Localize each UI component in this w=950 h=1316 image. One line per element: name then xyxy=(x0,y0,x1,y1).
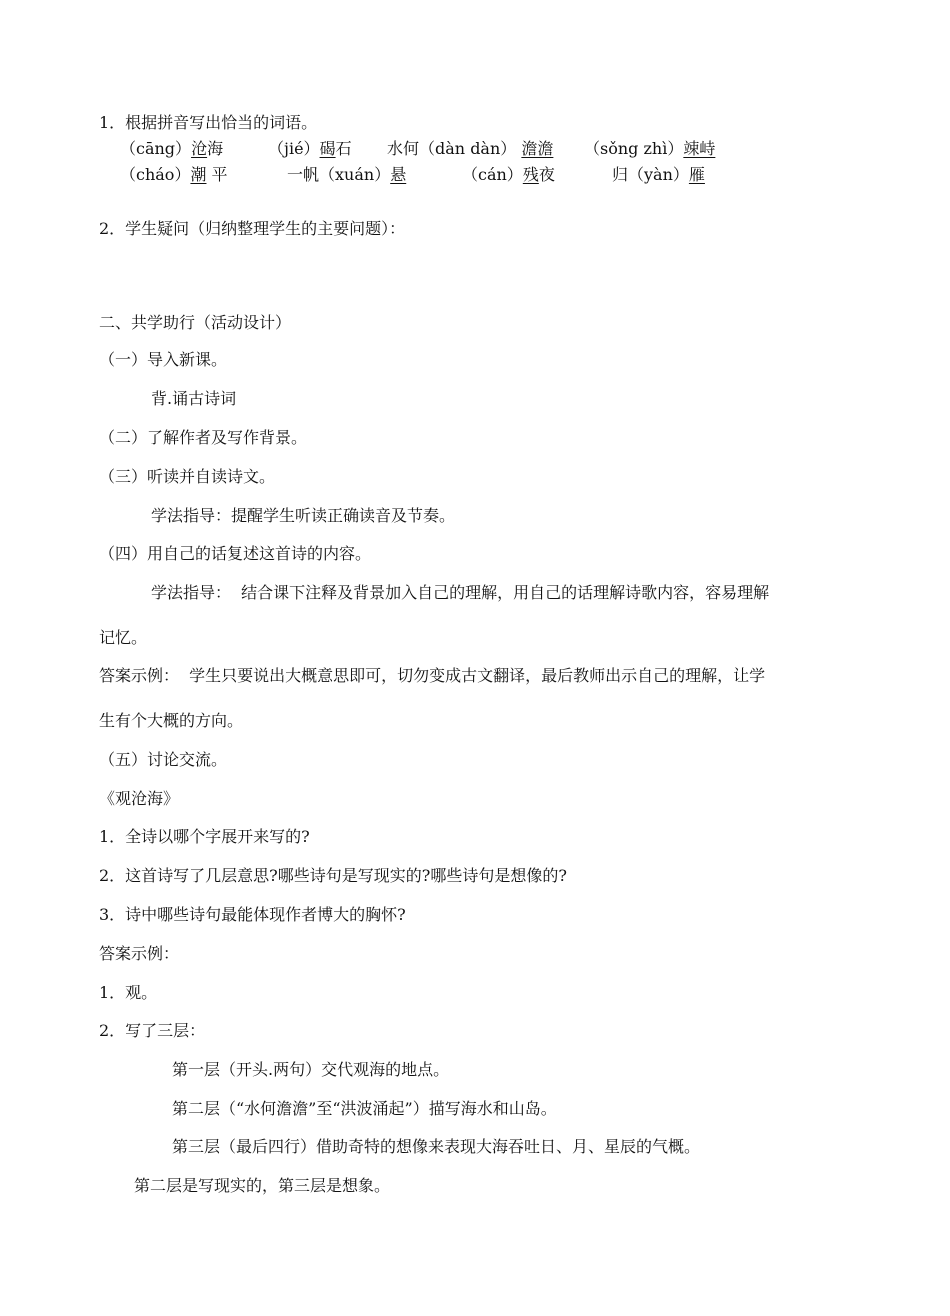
pinyin-item: 水何（dàn dàn） 澹澹 xyxy=(387,139,554,158)
section-heading: 二、共学助行（活动设计） xyxy=(99,313,292,332)
step-5: （五）讨论交流。 xyxy=(99,750,228,769)
pinyin-item: （cháo）潮 平 xyxy=(120,165,228,184)
answer-example-1: 答案示例： 学生只要说出大概意思即可，切勿变成古文翻译，最后教师出示自己的理解，让学 xyxy=(99,666,766,685)
step-4-detail-cont: 记忆。 xyxy=(99,628,148,647)
pinyin-item: （cāng）沧海 xyxy=(120,139,224,158)
conclusion: 第二层是写现实的，第三层是想象。 xyxy=(134,1176,391,1195)
step-4: （四）用自己的话复述这首诗的内容。 xyxy=(99,544,372,563)
discussion-question: 2．这首诗写了几层意思?哪些诗句是写现实的?哪些诗句是想像的? xyxy=(99,866,567,885)
pinyin-item: 归（yàn）雁 xyxy=(612,165,705,184)
step-2: （二）了解作者及写作背景。 xyxy=(99,428,308,447)
question-1-title: 1．根据拼音写出恰当的词语。 xyxy=(99,113,318,132)
pinyin-item: （jié）碣石 xyxy=(268,139,352,158)
pinyin-row-1 xyxy=(0,138,950,160)
pinyin-row-2 xyxy=(0,164,950,186)
pinyin-item: 一帆（xuán）悬 xyxy=(287,165,407,184)
answer-1: 1．观。 xyxy=(99,983,158,1002)
layer-item: 第一层（开头.两句）交代观海的地点。 xyxy=(172,1060,450,1079)
step-1-detail: 背.诵古诗词 xyxy=(151,389,237,408)
step-3: （三）听读并自读诗文。 xyxy=(99,467,276,486)
question-2: 2．学生疑问（归纳整理学生的主要问题）： xyxy=(99,219,406,238)
layer-item: 第三层（最后四行）借助奇特的想像来表现大海吞吐日、月、星辰的气概。 xyxy=(172,1137,701,1156)
step-4-detail: 学法指导： 结合课下注释及背景加入自己的理解，用自己的话理解诗歌内容，容易理解 xyxy=(151,583,770,602)
answer-2: 2．写了三层： xyxy=(99,1021,206,1040)
step-3-detail: 学法指导：提醒学生听读正确读音及节奏。 xyxy=(151,506,456,525)
pinyin-item: （cán）残夜 xyxy=(462,165,555,184)
layer-item: 第二层（“水何澹澹”至“洪波涌起”）描写海水和山岛。 xyxy=(172,1099,557,1118)
step-1: （一）导入新课。 xyxy=(99,350,228,369)
pinyin-item: （sǒng zhì）竦峙 xyxy=(584,139,716,158)
answer-example-1-cont: 生有个大概的方向。 xyxy=(99,711,244,730)
poem-title: 《观沧海》 xyxy=(99,789,180,808)
discussion-question: 3．诗中哪些诗句最能体现作者博大的胸怀? xyxy=(99,905,406,924)
answer-example-label: 答案示例： xyxy=(99,944,180,963)
discussion-question: 1．全诗以哪个字展开来写的? xyxy=(99,827,310,846)
